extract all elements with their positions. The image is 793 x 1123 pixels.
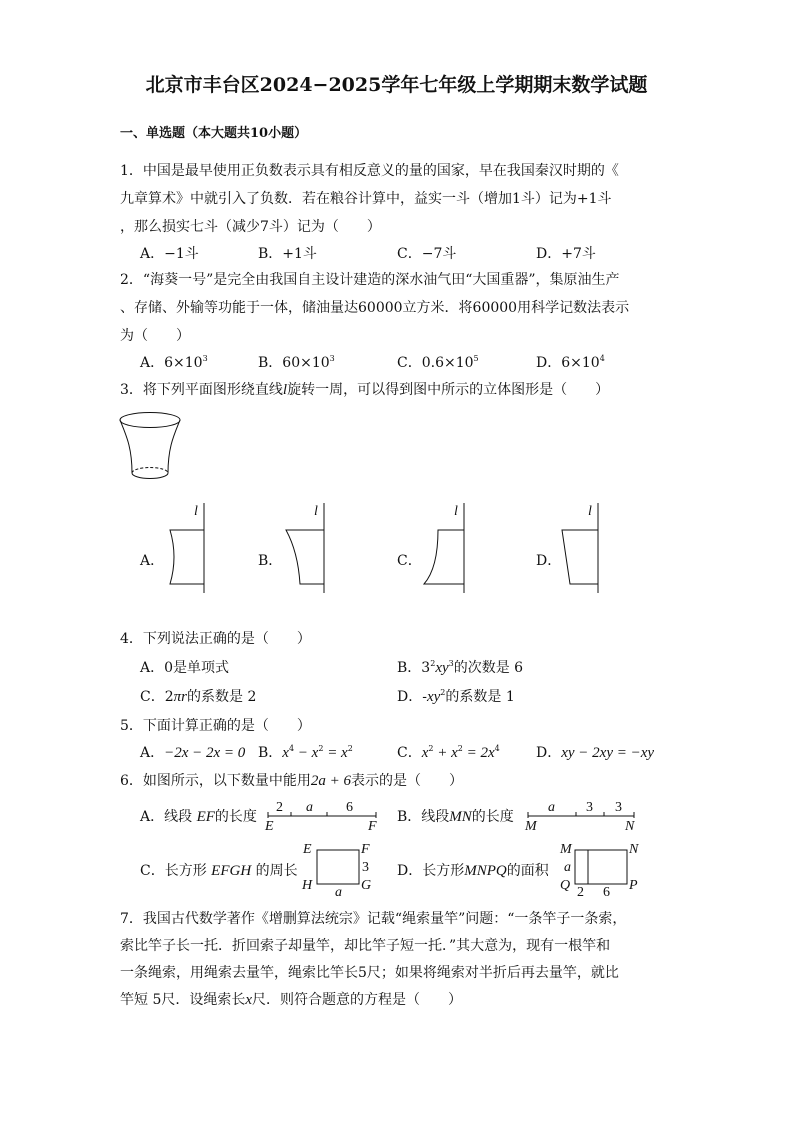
bottom-label: 2 <box>577 885 584 900</box>
q4-option-b-tail: 的次数是 6 <box>453 660 524 676</box>
q4-option-b-exp: 2 <box>430 659 436 668</box>
q7-line-4-part-2: 尺．则符合题意的方程是（ ） <box>252 992 463 1008</box>
q5-option-b-exp-1: 4 <box>288 744 295 753</box>
q2-option-b-label: B． <box>258 355 283 371</box>
q2-option-c-label: C． <box>397 355 422 371</box>
q5-option-b-exp-3: 2 <box>347 744 353 753</box>
q5-option-c-exp-2: 2 <box>457 744 463 753</box>
q5-option-c-result: = 2x <box>462 745 495 761</box>
q1-option-a[interactable]: A．−1斗 <box>140 246 199 262</box>
solid-right-side <box>168 420 180 473</box>
point-label-e: E <box>265 819 274 834</box>
question-7-line-1: 7．我国古代数学著作《增删算法统宗》记载“绳索量竿”问题：“一条竿子一条索， <box>120 911 627 927</box>
q1-option-c[interactable]: C．−7斗 <box>397 246 457 262</box>
section-heading: 一、单选题（本大题共10小题） <box>120 126 308 141</box>
q5-option-b-exp-2: 2 <box>318 744 324 753</box>
q3-stem-variable: l <box>282 382 288 398</box>
corner-label-f: F <box>361 842 370 857</box>
q2-option-d-label: D． <box>536 355 562 371</box>
q3-option-b[interactable]: B． <box>258 553 283 569</box>
q4-option-c-num: 2 <box>164 689 174 705</box>
q4-option-d-sign: - <box>422 689 427 705</box>
q6-option-b-label: B．线段 <box>397 809 450 825</box>
q3-stem-part-1: 3．将下列平面图形绕直线 <box>120 382 283 398</box>
q5-option-c-term-1: x <box>421 745 429 761</box>
segment-part-label: a <box>548 800 555 815</box>
rectangle <box>575 850 627 884</box>
q6-option-b[interactable] <box>397 808 514 826</box>
solid-left-side <box>120 420 132 473</box>
q6-rectangle-efgh <box>300 838 380 898</box>
solid-figure <box>115 405 195 490</box>
q2-option-c[interactable] <box>397 354 479 372</box>
q3-figure-c <box>420 498 480 603</box>
q6-stem-part-1: 6．如图所示，以下数量中能用 <box>120 773 311 789</box>
q6-segment-mn <box>524 798 644 834</box>
q2-option-a-label: A． <box>140 355 165 371</box>
corner-label-m: M <box>560 842 572 857</box>
q4-option-b-exp2: 3 <box>448 659 454 668</box>
q6-option-a-tail: 的长度 <box>214 809 257 825</box>
q4-option-c-tail: 的系数是 2 <box>187 689 257 705</box>
q5-option-b[interactable] <box>258 744 353 762</box>
question-2-line-2: 、存储、外输等功能于一体，储油量达60000立方米．将60000用科学记数法表示 <box>120 300 630 316</box>
question-2-line-1: 2．“海葵一号”是完全由我国自主设计建造的深水油气田“大国重器”，集原油生产 <box>120 272 620 288</box>
q6-option-d-tail: 的面积 <box>506 863 549 879</box>
solid-top-ellipse <box>120 413 180 428</box>
q5-option-c-exp-3: 4 <box>494 744 500 753</box>
q3-figure-b <box>280 498 340 603</box>
q6-option-c-label: C．长方形 <box>140 863 212 879</box>
corner-label-p: P <box>629 878 638 893</box>
question-4-stem: 4．下列说法正确的是（ ） <box>120 631 311 647</box>
q6-option-d-name: MNPQ <box>464 863 507 879</box>
q4-option-b-label: B． <box>397 660 422 676</box>
q4-option-d[interactable] <box>397 688 515 706</box>
corner-label-n: N <box>629 842 639 857</box>
q6-stem-part-2: 表示的是（ ） <box>351 773 464 789</box>
question-7-line-2: 索比竿子长一托．折回索子却量竿，却比竿子短一托．”其大意为，现有一根竿和 <box>120 938 611 954</box>
q6-option-a[interactable] <box>140 808 257 826</box>
q3-option-a[interactable]: A． <box>140 553 165 569</box>
plane-shape-c <box>424 530 464 584</box>
corner-label-g: G <box>361 878 372 893</box>
solid-bottom-front <box>132 473 168 479</box>
q2-option-b-base: 60×10 <box>282 355 330 371</box>
q5-option-b-label: B． <box>258 745 283 761</box>
page-title: 北京市丰台区2024−2025学年七年级上学期期末数学试题 <box>145 74 648 96</box>
q2-option-d-exp: 4 <box>599 354 605 363</box>
q6-rectangle-mnpq <box>560 838 650 898</box>
q5-option-a-label: A． <box>140 745 165 761</box>
q5-option-d-label: D． <box>536 745 562 761</box>
q5-option-b-term-1: x <box>282 745 289 761</box>
q2-option-a[interactable] <box>140 354 208 372</box>
q6-option-c-name: EFGH <box>211 863 252 879</box>
q5-option-c-term-2: + x <box>433 745 458 761</box>
question-3-stem <box>120 381 609 399</box>
q2-option-c-exp: 5 <box>473 354 479 363</box>
q5-option-b-result: = x <box>323 745 348 761</box>
q4-option-c-label: C． <box>140 689 165 705</box>
point-label-f: F <box>368 819 377 834</box>
q4-option-d-tail: 的系数是 1 <box>445 689 515 705</box>
corner-label-h: H <box>302 878 313 893</box>
q6-option-d-label: D．长方形 <box>397 863 465 879</box>
q5-option-a[interactable] <box>140 744 245 762</box>
q3-option-d[interactable]: D． <box>536 553 562 569</box>
q2-option-d[interactable] <box>536 354 605 372</box>
point-label-n: N <box>625 819 635 834</box>
q1-option-d[interactable]: D．+7斗 <box>536 246 596 262</box>
q7-line-4-part-1: 竿短 5尺．设绳索长 <box>120 992 246 1008</box>
q5-option-c[interactable] <box>397 744 500 762</box>
q4-option-c[interactable] <box>140 688 256 706</box>
question-1-line-1: 1．中国是最早使用正负数表示具有相反意义的量的国家，早在我国秦汉时期的《 <box>120 163 619 179</box>
q5-option-d-expr: xy − 2xy = −xy <box>561 745 655 761</box>
q3-option-c[interactable]: C． <box>397 553 422 569</box>
q5-option-c-label: C． <box>397 745 422 761</box>
q2-option-a-exp: 3 <box>202 354 208 363</box>
q6-option-c-tail: 的周长 <box>251 863 298 879</box>
q6-option-d[interactable] <box>397 862 549 880</box>
q4-option-b-var: xy <box>435 660 449 676</box>
question-7-line-4 <box>120 991 462 1009</box>
q6-option-c[interactable] <box>140 862 298 880</box>
solid-bottom-back <box>132 468 168 474</box>
q5-option-b-term-2: − x <box>294 745 319 761</box>
axis-label: l <box>314 504 318 519</box>
corner-label-e: E <box>303 842 312 857</box>
question-1-line-3: ，那么损实七斗（减少7斗）记为（ ） <box>120 219 381 235</box>
q4-option-d-exp: 2 <box>440 688 446 697</box>
side-label-left: a <box>564 860 571 875</box>
axis-label: l <box>454 504 458 519</box>
q4-option-d-label: D． <box>397 689 423 705</box>
q2-option-a-base: 6×10 <box>164 355 203 371</box>
question-1-line-2: 九章算术》中就引入了负数．若在粮谷计算中，益实一斗（增加1斗）记为+1斗 <box>120 191 612 207</box>
segment-part-label: 6 <box>346 800 353 815</box>
q3-stem-part-2: 旋转一周，可以得到图中所示的立体图形是（ ） <box>287 382 610 398</box>
axis-label: l <box>194 504 198 519</box>
segment-part-label: a <box>306 800 313 815</box>
corner-label-q: Q <box>560 878 571 893</box>
q3-figure-d <box>558 498 618 603</box>
segment-part-label: 3 <box>586 800 593 815</box>
q5-option-d[interactable] <box>536 744 654 762</box>
q4-option-b-base: 3 <box>421 660 431 676</box>
q4-option-c-var: πr <box>173 689 187 705</box>
q7-variable: x <box>245 992 253 1008</box>
question-2-line-3: 为（ ） <box>120 328 190 344</box>
rectangle <box>317 850 359 884</box>
q6-segment-ef <box>264 798 384 834</box>
question-5-stem: 5．下面计算正确的是（ ） <box>120 718 311 734</box>
q4-option-a[interactable]: A．0是单项式 <box>140 660 230 676</box>
side-label-right: 3 <box>362 860 369 875</box>
q6-option-a-label: A．线段 <box>140 809 197 825</box>
bottom-label: 6 <box>603 885 610 900</box>
q6-stem-expression: 2a + 6 <box>310 773 352 789</box>
q4-option-d-var: xy <box>426 689 441 705</box>
question-6-stem <box>120 772 463 790</box>
q6-option-b-name: MN <box>449 809 472 825</box>
axis-label: l <box>588 504 592 519</box>
q2-option-b[interactable] <box>258 354 335 372</box>
q5-option-a-expr: −2x − 2x = 0 <box>164 745 246 761</box>
question-7-line-3: 一条绳索，用绳索去量竿，绳索比竿长5尺；如果将绳索对半折后再去量竿，就比 <box>120 965 619 981</box>
segment-part-label: 3 <box>615 800 622 815</box>
side-label-bottom: a <box>335 885 342 900</box>
q2-option-d-base: 6×10 <box>561 355 600 371</box>
q6-option-b-tail: 的长度 <box>471 809 514 825</box>
q1-option-b[interactable]: B．+1斗 <box>258 246 317 262</box>
q3-figure-a <box>160 498 220 603</box>
q4-option-b[interactable] <box>397 659 523 677</box>
plane-shape-b <box>286 530 324 584</box>
segment-part-label: 2 <box>276 800 283 815</box>
point-label-m: M <box>525 819 537 834</box>
q6-option-a-name: EF <box>196 809 215 825</box>
q2-option-b-exp: 3 <box>329 354 335 363</box>
q2-option-c-base: 0.6×10 <box>421 355 474 371</box>
q5-option-c-exp-1: 2 <box>428 744 434 753</box>
plane-shape-d <box>562 530 598 584</box>
plane-shape-a <box>170 530 204 584</box>
